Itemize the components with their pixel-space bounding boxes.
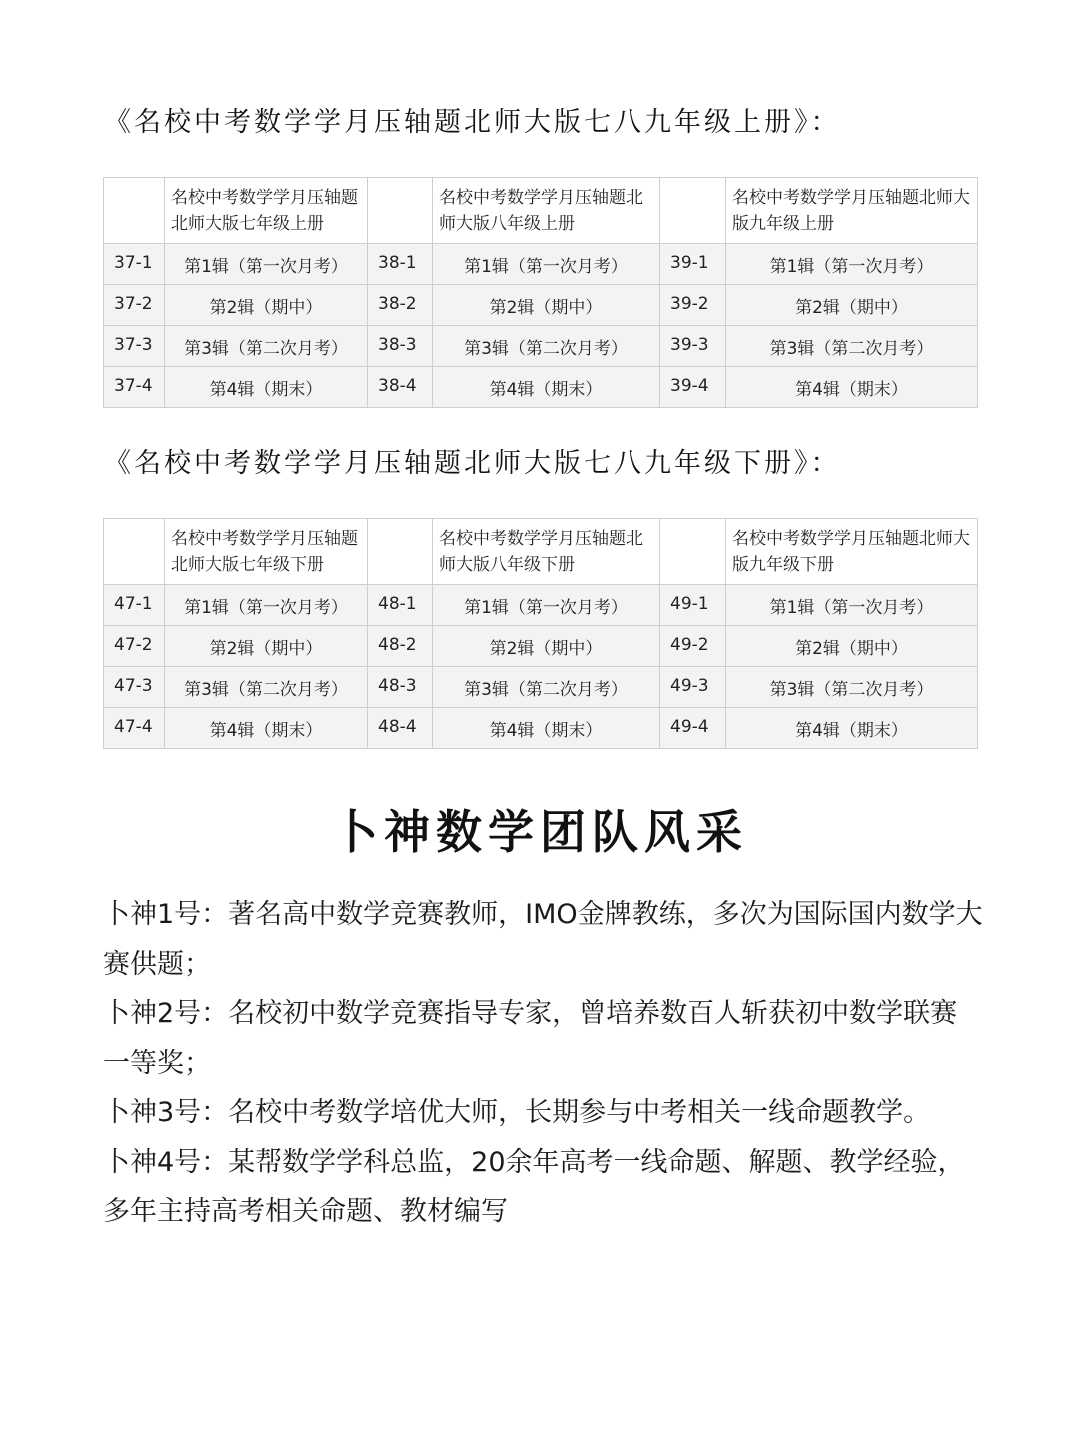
volume-item: 第2辑（期中） (726, 285, 978, 326)
volume-code: 39-2 (660, 285, 726, 326)
volume-item: 第1辑（第一次月考） (165, 585, 368, 626)
header-blank-cell (660, 178, 726, 244)
volume-code: 37-2 (104, 285, 165, 326)
table-row (104, 367, 978, 408)
grade8-header: 名校中考数学学月压轴题北师大版八年级下册 (433, 519, 660, 585)
volume-item: 第1辑（第一次月考） (165, 244, 368, 285)
volume-code: 49-4 (660, 708, 726, 749)
lower-section-title: 《名校中考数学学月压轴题北师大版七八九年级下册》： (104, 448, 841, 479)
volume-item: 第1辑（第一次月考） (726, 585, 978, 626)
volume-code: 48-1 (368, 585, 433, 626)
volume-item: 第1辑（第一次月考） (726, 244, 978, 285)
volume-code: 48-3 (368, 667, 433, 708)
table-row (104, 326, 978, 367)
grade9-header: 名校中考数学学月压轴题北师大版九年级下册 (726, 519, 978, 585)
volume-code: 47-4 (104, 708, 165, 749)
team-heading: 卜神数学团队风采 (332, 805, 748, 859)
grade7-header: 名校中考数学学月压轴题北师大版七年级下册 (165, 519, 368, 585)
volume-code: 48-4 (368, 708, 433, 749)
team-member-2: 卜神2号：名校初中数学竞赛指导专家，曾培养数百人斩获初中数学联赛一等奖； (103, 998, 958, 1079)
team-member-3: 卜神3号：名校中考数学培优大师，长期参与中考相关一线命题教学。 (103, 1097, 931, 1128)
team-member-1: 卜神1号：著名高中数学竞赛教师，IMO金牌教练，多次为国际国内数学大赛供题； (103, 899, 983, 980)
volume-item: 第3辑（第二次月考） (433, 667, 660, 708)
table-row (104, 585, 978, 626)
volume-item: 第2辑（期中） (433, 626, 660, 667)
upper-section-title: 《名校中考数学学月压轴题北师大版七八九年级上册》： (104, 107, 841, 138)
volume-item: 第3辑（第二次月考） (726, 667, 978, 708)
volume-code: 37-1 (104, 244, 165, 285)
volume-code: 48-2 (368, 626, 433, 667)
volume-code: 38-1 (368, 244, 433, 285)
table-row (104, 667, 978, 708)
volume-item: 第3辑（第二次月考） (165, 667, 368, 708)
volume-item: 第4辑（期末） (433, 367, 660, 408)
table-row (104, 244, 978, 285)
grade7-header: 名校中考数学学月压轴题北师大版七年级上册 (165, 178, 368, 244)
volume-code: 37-3 (104, 326, 165, 367)
table-header-row (104, 178, 978, 244)
volume-item: 第2辑（期中） (726, 626, 978, 667)
volume-item: 第4辑（期末） (726, 367, 978, 408)
table-row (104, 626, 978, 667)
grade8-header: 名校中考数学学月压轴题北师大版八年级上册 (433, 178, 660, 244)
table-header-row (104, 519, 978, 585)
volume-code: 49-1 (660, 585, 726, 626)
lower-volume-table (103, 518, 978, 749)
volume-code: 47-1 (104, 585, 165, 626)
volume-item: 第4辑（期末） (726, 708, 978, 749)
grade9-header: 名校中考数学学月压轴题北师大版九年级上册 (726, 178, 978, 244)
volume-code: 49-2 (660, 626, 726, 667)
volume-item: 第3辑（第二次月考） (726, 326, 978, 367)
volume-code: 39-1 (660, 244, 726, 285)
volume-code: 37-4 (104, 367, 165, 408)
header-blank-cell (368, 519, 433, 585)
header-blank-cell (368, 178, 433, 244)
volume-item: 第3辑（第二次月考） (433, 326, 660, 367)
header-blank-cell (660, 519, 726, 585)
volume-code: 39-3 (660, 326, 726, 367)
volume-item: 第2辑（期中） (165, 285, 368, 326)
header-blank-cell (104, 178, 165, 244)
volume-code: 49-3 (660, 667, 726, 708)
volume-code: 47-2 (104, 626, 165, 667)
volume-item: 第4辑（期末） (165, 367, 368, 408)
team-member-4: 卜神4号：某帮数学学科总监，20余年高考一线命题、解题、教学经验，多年主持高考相关命题、教材编写 (103, 1146, 965, 1227)
volume-code: 38-2 (368, 285, 433, 326)
volume-item: 第2辑（期中） (165, 626, 368, 667)
volume-item: 第2辑（期中） (433, 285, 660, 326)
team-member-list (103, 890, 983, 1237)
header-blank-cell (104, 519, 165, 585)
volume-item: 第1辑（第一次月考） (433, 244, 660, 285)
volume-code: 39-4 (660, 367, 726, 408)
volume-code: 38-3 (368, 326, 433, 367)
table-row (104, 708, 978, 749)
table-row (104, 285, 978, 326)
volume-code: 38-4 (368, 367, 433, 408)
volume-code: 47-3 (104, 667, 165, 708)
volume-item: 第3辑（第二次月考） (165, 326, 368, 367)
volume-item: 第4辑（期末） (165, 708, 368, 749)
upper-volume-table (103, 177, 978, 408)
volume-item: 第1辑（第一次月考） (433, 585, 660, 626)
volume-item: 第4辑（期末） (433, 708, 660, 749)
